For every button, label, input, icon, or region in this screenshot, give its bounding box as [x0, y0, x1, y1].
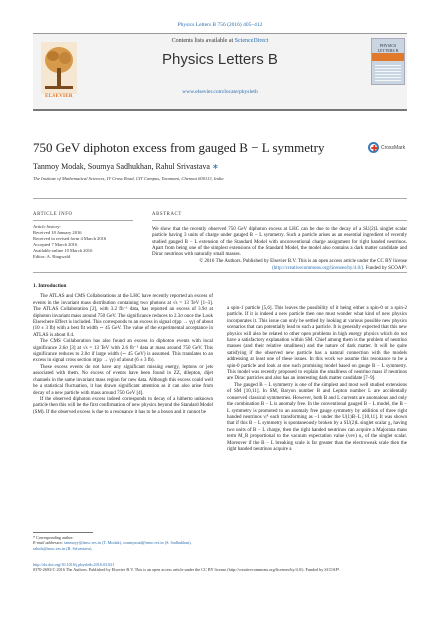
article-info	[33, 212, 133, 260]
section-heading: 1. Introduction	[33, 283, 67, 289]
corresponding-author-mark[interactable]: ∗	[211, 162, 219, 171]
history-label: Article history:	[33, 224, 61, 229]
doi-link[interactable]: http://dx.doi.org/10.1016/j.physletb.2016.03.021	[33, 562, 115, 567]
body-paragraph: These excess events do not have any significant missing energy, leptons or jets associated with them. No excess of events have been found in ZZ, dilepton, dijet channels in the same invariant mass region for new data. Although this excess could well be a statistical fluctuation, it has drawn significant attention as it can also arise from decay of a new particle with mass around 750 GeV [4].	[33, 364, 213, 396]
body-column-left	[33, 283, 213, 416]
crossmark-check-icon: ✚	[371, 144, 378, 153]
sciencedirect-link[interactable]: ScienceDirect	[234, 38, 269, 44]
journal-reference[interactable]: Physics Letters B 756 (2016) 405–412	[177, 22, 263, 28]
issn-license: 0370-2693/© 2016 The Authors. Published by Elsevier B.V. This is an open access article under the CC BY license (http://creativecommons.org/licenses/by/4.0/). Funded by SCOAP³.	[33, 567, 341, 573]
cover-lines	[375, 65, 401, 81]
journal-title: Physics Letters B	[162, 51, 278, 68]
body-paragraph: If the observed diphoton excess indeed corresponds to decay of a hitherto unknown particle then this will be the first confirmation of new physics beyond the Standard Model (SM). If the observed excess is due to a resonance it has to be a boson and it cannot be	[33, 396, 213, 415]
body-paragraph: The CMS Collaboration has also found an excess in diphoton events with local significance 2.6σ [3] at √s = 13 TeV with 2.6 fb⁻¹ data at mass around 750 GeV. This significance reduces to 2.0σ if large width (∼ 45 GeV) is assumed. This translates to an excess in signal cross section σ(pp → γγ) of about (6 ± 3 fb).	[33, 339, 213, 364]
cover-title: PHYSICS LETTERS B	[377, 43, 399, 53]
footnotes	[33, 535, 213, 551]
body-column-right	[227, 306, 407, 453]
divider	[33, 198, 407, 199]
editor: Editor: A. Ringwald	[33, 254, 71, 259]
journal-url-link[interactable]: www.elsevier.com/locate/physletb	[182, 89, 258, 95]
article-info-heading: ARTICLE INFO	[33, 212, 73, 217]
journal-header	[33, 33, 407, 111]
body-paragraph: a spin-1 particle [5,6]. This leaves the possibility of it being either a spin-0 or a spin-2 particle. If it is indeed a new particle then one must wonder what kind of new physics incorporates it. This issue can only be settled by looking at various possible new physics scenarios that can potentially lead to such a particle. It is generally expected that this new physics will also be related to other open problems in high energy physics which do not have a satisfactory explanation within SM. Chief among them is the problem of neutrino masses (and their relative smallness) and the nature of dark matter. It will be quite satisfying if the observed new particle has a natural connection with the models addressing at least one of these issues. In this work we assume this resonance to be a spin-0 particle and look at one such promising model based on gauge B − L symmetry. This model was recently proposed to explain the smallness of neutrino mass if neutrinos are Dirac particles and also has an interesting dark matter candidate [7–9].	[227, 306, 407, 382]
license-link[interactable]: (http://creativecommons.org/licenses/by/4.0/)	[272, 265, 364, 271]
abstract-text: We show that the recently observed 750 GeV diphoton excess at LHC can be due to the decay of a SU(2)L singlet scalar particle having 3 units of charge under gauged B − L symmetry. Such a particle arises as an essential ingredient of recently studied gauged B − L extension of the Standard Model with unconventional charge assignment for right handed neutrinos. Apart from being one of the simplest extensions of the Standard Model, the model also contains a dark matter candidate and Dirac neutrinos with naturally small masses.	[152, 227, 407, 258]
contents-line: Contents lists available at ScienceDirect	[171, 38, 269, 44]
email-addresses: E-mail addresses: tanmoyy@imsc.res.in (T. Modak), soumyasad@imsc.res.in (S. Sadhukhan), rahuls@imsc.res.in (R. Srivastava).	[33, 540, 192, 551]
article-title: 750 GeV diphoton excess from gauged B − L symmetry	[33, 140, 325, 155]
crossmark-label: CrossMark	[381, 145, 406, 151]
affiliation: The Institute of Mathematical Sciences, IV Cross Road, CIT Campus, Taramani, Chennai 600113, India	[33, 176, 224, 181]
abstract-heading: ABSTRACT	[152, 212, 182, 217]
journal-cover-thumbnail	[371, 38, 405, 85]
divider	[33, 272, 407, 273]
history-item: Received in revised form 4 March 2016	[33, 236, 107, 241]
email-links[interactable]: tanmoyy@imsc.res.in (T. Modak), soumyasad@imsc.res.in (S. Sadhukhan), rahuls@imsc.res.in (R. Srivastava).	[33, 540, 192, 551]
footnote-divider	[33, 532, 93, 533]
page-footer	[33, 562, 407, 573]
body-paragraph: The ATLAS and CMS Collaborations at the LHC have recently reported an excess of events in the invariant mass distribution containing two photons at √s = 13 TeV [1–3]. The ATLAS Collaboration [2], with 3.2 fb⁻¹ data, has reported an excess of 3.9σ at diphoton invariant mass around 750 GeV. The significance reduces to 2.3σ once the Look Elsewhere Effect is included. This corresponds to an excess in signal σ(pp → γγ) of about (10 ± 3 fb) with a best fit width ∼ 45 GeV. The value of the experimental acceptance in ATLAS is about 0.4.	[33, 294, 213, 338]
cover-band	[372, 53, 404, 61]
history-item: Accepted 7 March 2016	[33, 242, 78, 247]
elsevier-wordmark: ELSEVIER	[45, 94, 73, 99]
history-item: Received 18 January 2016	[33, 230, 82, 235]
abstract	[152, 212, 407, 272]
body-paragraph: The gauged B − L symmetry is one of the simplest and most well studied extensions of SM [10,11]. In SM, Baryon number B and Lepton number L are accidentally conserved classical symmetries. However, both B and L currents are anomalous and only the combination B − L is anomaly free. In the conventional gauged B − L model, the B − L symmetry is promoted to an anomaly free gauge symmetry by addition of three right handed neutrinos νᵢᴿ each transforming as −1 under the U(1)B−L [10,11]. It was shown that if this B − L symmetry is spontaneously broken by a SU(2)L singlet scalar χ₂ having two units of B − L charge, then the right handed neutrinos can acquire a Majorana mass term M_R proportional to the vacuum expectation value (vev) u₂ of the singlet scalar. Moreover if the B − L breaking scale is far greater than the electroweak scale then the right handed neutrinos acquire a	[227, 382, 407, 452]
history-item: Available online 10 March 2016	[33, 248, 93, 253]
license-statement: © 2016 The Authors. Published by Elsevier B.V. This is an open access article under the CC BY license (http://creativecommons.org/licenses/by/4.0/). Funded by SCOAP³.	[199, 259, 407, 271]
corresponding-author-note: * Corresponding author.	[33, 535, 74, 540]
author-list: Tanmoy Modak, Soumya Sadhukhan, Rahul Srivastava ∗	[33, 162, 219, 171]
